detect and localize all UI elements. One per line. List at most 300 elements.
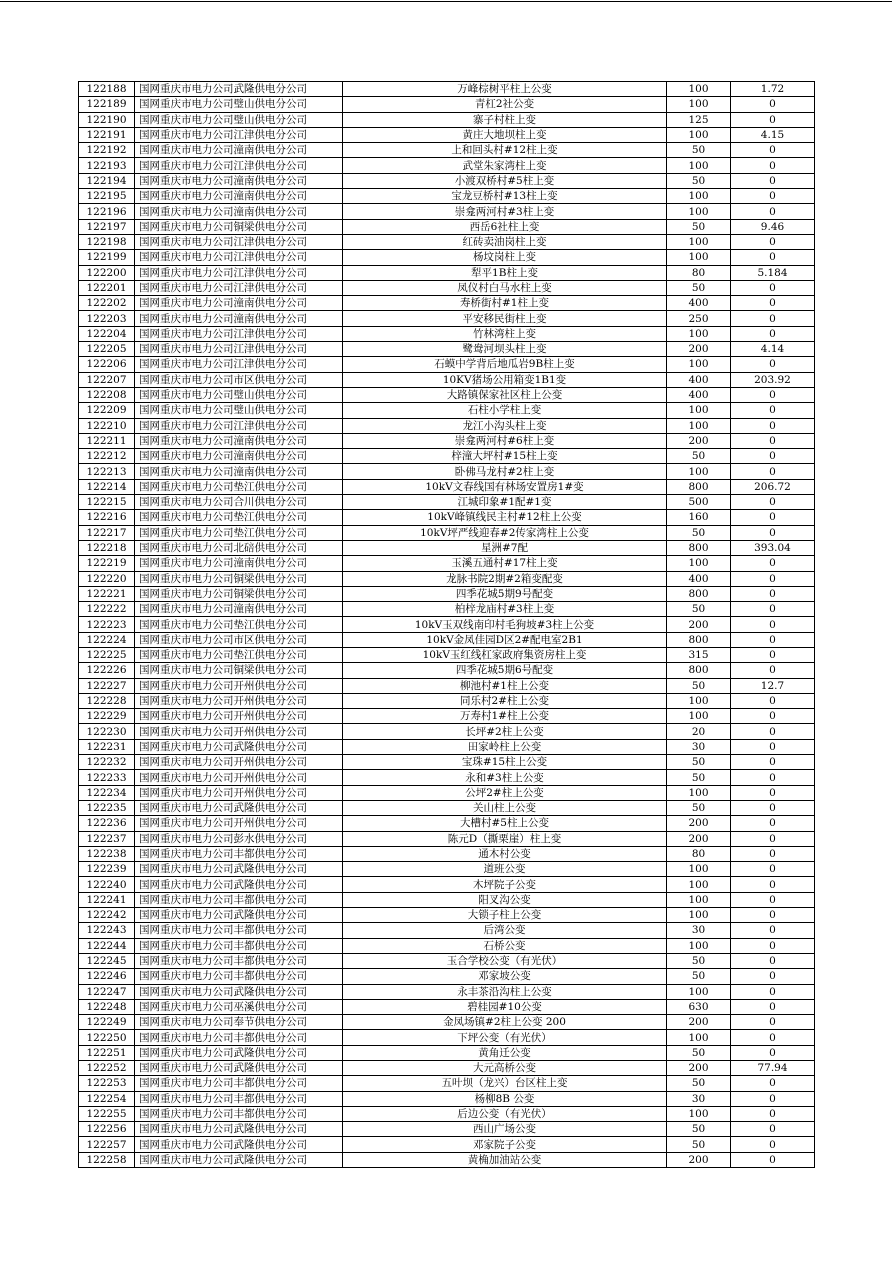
row-org: 国网重庆市电力公司武隆供电分公司	[135, 739, 343, 754]
row-value: 5.184	[731, 265, 815, 280]
row-name: 阳叉沟公变	[343, 892, 667, 907]
row-name: 犁平1B柱上变	[343, 265, 667, 280]
row-org: 国网重庆市电力公司合川供电分公司	[135, 495, 343, 510]
row-value: 0	[731, 862, 815, 877]
row-capacity: 50	[667, 1076, 731, 1091]
row-org: 国网重庆市电力公司丰都供电分公司	[135, 1076, 343, 1091]
row-id: 122221	[79, 586, 135, 601]
table-row	[79, 510, 815, 525]
row-value: 0	[731, 1045, 815, 1060]
row-id: 122213	[79, 464, 135, 479]
row-capacity: 500	[667, 495, 731, 510]
table-row	[79, 433, 815, 448]
table-row	[79, 326, 815, 341]
row-org: 国网重庆市电力公司丰都供电分公司	[135, 1030, 343, 1045]
row-capacity: 50	[667, 280, 731, 295]
row-id: 122236	[79, 816, 135, 831]
row-value: 0	[731, 770, 815, 785]
row-value: 0	[731, 663, 815, 678]
row-org: 国网重庆市电力公司武隆供电分公司	[135, 1122, 343, 1137]
row-value: 0	[731, 1030, 815, 1045]
row-org: 国网重庆市电力公司开州供电分公司	[135, 678, 343, 693]
row-value: 0	[731, 831, 815, 846]
row-value: 0	[731, 525, 815, 540]
row-value: 0	[731, 326, 815, 341]
table-row	[79, 1076, 815, 1091]
row-org: 国网重庆市电力公司江津供电分公司	[135, 342, 343, 357]
row-id: 122206	[79, 357, 135, 372]
row-org: 国网重庆市电力公司开州供电分公司	[135, 693, 343, 708]
row-name: 杨柳8B 公变	[343, 1091, 667, 1106]
row-org: 国网重庆市电力公司江津供电分公司	[135, 234, 343, 249]
table-row	[79, 1030, 815, 1045]
row-id: 122202	[79, 296, 135, 311]
row-org: 国网重庆市电力公司铜梁供电分公司	[135, 663, 343, 678]
row-capacity: 100	[667, 127, 731, 142]
row-org: 国网重庆市电力公司丰都供电分公司	[135, 938, 343, 953]
table-row	[79, 143, 815, 158]
row-org: 国网重庆市电力公司江津供电分公司	[135, 127, 343, 142]
row-capacity: 400	[667, 387, 731, 402]
row-org: 国网重庆市电力公司江津供电分公司	[135, 418, 343, 433]
row-id: 122251	[79, 1045, 135, 1060]
row-name: 五叶坝（龙兴）台区柱上变	[343, 1076, 667, 1091]
row-name: 龙脉书院2期#2箱变配变	[343, 571, 667, 586]
row-value: 0	[731, 280, 815, 295]
row-name: 上和回头村#12柱上变	[343, 143, 667, 158]
row-value: 12.7	[731, 678, 815, 693]
table-row	[79, 158, 815, 173]
row-org: 国网重庆市电力公司市区供电分公司	[135, 372, 343, 387]
table-row	[79, 387, 815, 402]
row-org: 国网重庆市电力公司丰都供电分公司	[135, 1106, 343, 1121]
row-value: 0	[731, 923, 815, 938]
row-value: 0	[731, 877, 815, 892]
row-id: 122225	[79, 647, 135, 662]
row-value: 0	[731, 204, 815, 219]
row-name: 大槽村#5柱上公变	[343, 816, 667, 831]
table-row	[79, 311, 815, 326]
row-name: 碧桂园#10公变	[343, 999, 667, 1014]
row-id: 122246	[79, 969, 135, 984]
row-capacity: 100	[667, 204, 731, 219]
row-name: 下坪公变（有光伏）	[343, 1030, 667, 1045]
row-id: 122255	[79, 1106, 135, 1121]
row-capacity: 50	[667, 525, 731, 540]
row-id: 122231	[79, 739, 135, 754]
row-capacity: 200	[667, 1061, 731, 1076]
row-org: 国网重庆市电力公司潼南供电分公司	[135, 189, 343, 204]
row-id: 122200	[79, 265, 135, 280]
row-value: 206.72	[731, 479, 815, 494]
row-capacity: 250	[667, 311, 731, 326]
row-value: 0	[731, 464, 815, 479]
row-org: 国网重庆市电力公司铜梁供电分公司	[135, 571, 343, 586]
table-row	[79, 800, 815, 815]
row-value: 0	[731, 969, 815, 984]
row-name: 石蟆中学背后地瓜岩9B柱上变	[343, 357, 667, 372]
row-org: 国网重庆市电力公司江津供电分公司	[135, 326, 343, 341]
row-org: 国网重庆市电力公司潼南供电分公司	[135, 602, 343, 617]
table-row	[79, 372, 815, 387]
row-name: 鹭鸯河坝头柱上变	[343, 342, 667, 357]
table-row	[79, 1137, 815, 1152]
table-row	[79, 556, 815, 571]
row-id: 122234	[79, 785, 135, 800]
row-capacity: 50	[667, 1045, 731, 1060]
row-id: 122191	[79, 127, 135, 142]
row-capacity: 400	[667, 296, 731, 311]
row-name: 10kV文春线国有林场安置房1#变	[343, 479, 667, 494]
row-name: 红砖卖油岗柱上变	[343, 234, 667, 249]
row-id: 122208	[79, 387, 135, 402]
row-capacity: 160	[667, 510, 731, 525]
row-value: 0	[731, 846, 815, 861]
row-capacity: 30	[667, 1091, 731, 1106]
row-capacity: 100	[667, 862, 731, 877]
row-name: 关山柱上公变	[343, 800, 667, 815]
row-id: 122244	[79, 938, 135, 953]
row-value: 0	[731, 296, 815, 311]
table-row	[79, 1061, 815, 1076]
transformer-table	[78, 81, 815, 1168]
row-id: 122247	[79, 984, 135, 999]
row-name: 10kV玉双线南印村毛狗坡#3柱上公变	[343, 617, 667, 632]
row-id: 122256	[79, 1122, 135, 1137]
row-value: 0	[731, 1122, 815, 1137]
row-name: 10kV峰镇线民主村#12柱上公变	[343, 510, 667, 525]
row-id: 122229	[79, 709, 135, 724]
table-row	[79, 663, 815, 678]
row-org: 国网重庆市电力公司璧山供电分公司	[135, 403, 343, 418]
row-id: 122252	[79, 1061, 135, 1076]
table-row	[79, 586, 815, 601]
table-row	[79, 418, 815, 433]
row-id: 122190	[79, 112, 135, 127]
table-row	[79, 755, 815, 770]
row-value: 0	[731, 953, 815, 968]
row-org: 国网重庆市电力公司开州供电分公司	[135, 724, 343, 739]
row-name: 龙江小沟头柱上变	[343, 418, 667, 433]
row-capacity: 100	[667, 189, 731, 204]
row-org: 国网重庆市电力公司铜梁供电分公司	[135, 219, 343, 234]
row-name: 石桥公变	[343, 938, 667, 953]
row-org: 国网重庆市电力公司丰都供电分公司	[135, 846, 343, 861]
row-capacity: 50	[667, 969, 731, 984]
row-org: 国网重庆市电力公司垫江供电分公司	[135, 647, 343, 662]
row-org: 国网重庆市电力公司潼南供电分公司	[135, 296, 343, 311]
table-row	[79, 1122, 815, 1137]
row-capacity: 400	[667, 372, 731, 387]
row-name: 星洲#7配	[343, 540, 667, 555]
row-value: 0	[731, 908, 815, 923]
row-id: 122216	[79, 510, 135, 525]
row-name: 凤仪村白马水柱上变	[343, 280, 667, 295]
row-id: 122241	[79, 892, 135, 907]
row-name: 通木村公变	[343, 846, 667, 861]
row-value: 0	[731, 143, 815, 158]
table-row	[79, 1106, 815, 1121]
table-body	[79, 82, 815, 1168]
row-org: 国网重庆市电力公司垫江供电分公司	[135, 510, 343, 525]
row-org: 国网重庆市电力公司铜梁供电分公司	[135, 586, 343, 601]
row-capacity: 100	[667, 1106, 731, 1121]
row-capacity: 100	[667, 250, 731, 265]
row-org: 国网重庆市电力公司丰都供电分公司	[135, 953, 343, 968]
row-capacity: 315	[667, 647, 731, 662]
table-row	[79, 785, 815, 800]
row-id: 122215	[79, 495, 135, 510]
table-row	[79, 571, 815, 586]
row-name: 崇龛两河村#6柱上变	[343, 433, 667, 448]
row-org: 国网重庆市电力公司巫溪供电分公司	[135, 999, 343, 1014]
row-name: 卧佛马龙村#2柱上变	[343, 464, 667, 479]
row-org: 国网重庆市电力公司垫江供电分公司	[135, 525, 343, 540]
row-name: 邓家坡公变	[343, 969, 667, 984]
table-row	[79, 495, 815, 510]
row-id: 122238	[79, 846, 135, 861]
row-name: 10KV猪场公用箱变1B1变	[343, 372, 667, 387]
row-value: 0	[731, 785, 815, 800]
row-value: 0	[731, 1152, 815, 1167]
row-capacity: 20	[667, 724, 731, 739]
row-capacity: 100	[667, 1030, 731, 1045]
row-org: 国网重庆市电力公司潼南供电分公司	[135, 173, 343, 188]
row-id: 122201	[79, 280, 135, 295]
row-id: 122232	[79, 755, 135, 770]
table-row	[79, 923, 815, 938]
row-name: 永和#3柱上公变	[343, 770, 667, 785]
row-name: 梓潼大坪村#15柱上变	[343, 449, 667, 464]
row-name: 宝珠#15柱上公变	[343, 755, 667, 770]
row-value: 0	[731, 510, 815, 525]
row-value: 0	[731, 984, 815, 999]
row-value: 0	[731, 1076, 815, 1091]
row-value: 0	[731, 1015, 815, 1030]
row-value: 0	[731, 158, 815, 173]
row-org: 国网重庆市电力公司武隆供电分公司	[135, 1061, 343, 1076]
row-capacity: 100	[667, 357, 731, 372]
row-capacity: 50	[667, 219, 731, 234]
row-id: 122220	[79, 571, 135, 586]
table-row	[79, 602, 815, 617]
row-id: 122258	[79, 1152, 135, 1167]
row-name: 柏梓龙庙村#3柱上变	[343, 602, 667, 617]
row-id: 122194	[79, 173, 135, 188]
table-row	[79, 525, 815, 540]
row-capacity: 80	[667, 265, 731, 280]
row-id: 122245	[79, 953, 135, 968]
row-org: 国网重庆市电力公司武隆供电分公司	[135, 862, 343, 877]
row-id: 122249	[79, 1015, 135, 1030]
row-org: 国网重庆市电力公司开州供电分公司	[135, 770, 343, 785]
row-value: 9.46	[731, 219, 815, 234]
row-capacity: 50	[667, 1137, 731, 1152]
table-row	[79, 1045, 815, 1060]
row-capacity: 50	[667, 449, 731, 464]
table-row	[79, 647, 815, 662]
row-name: 大元高桥公变	[343, 1061, 667, 1076]
row-capacity: 800	[667, 540, 731, 555]
table-row	[79, 1091, 815, 1106]
row-capacity: 100	[667, 908, 731, 923]
row-value: 0	[731, 1106, 815, 1121]
row-value: 1.72	[731, 82, 815, 97]
row-name: 黄庄大地坝柱上变	[343, 127, 667, 142]
row-name: 大锁子柱上公变	[343, 908, 667, 923]
table-row	[79, 709, 815, 724]
row-capacity: 100	[667, 82, 731, 97]
row-name: 后湾公变	[343, 923, 667, 938]
row-value: 0	[731, 433, 815, 448]
row-id: 122196	[79, 204, 135, 219]
row-capacity: 200	[667, 831, 731, 846]
row-org: 国网重庆市电力公司江津供电分公司	[135, 280, 343, 295]
row-capacity: 800	[667, 632, 731, 647]
table-row	[79, 189, 815, 204]
table-row	[79, 357, 815, 372]
row-id: 122207	[79, 372, 135, 387]
row-name: 金凤场镇#2柱上公变 200	[343, 1015, 667, 1030]
row-id: 122205	[79, 342, 135, 357]
row-value: 0	[731, 250, 815, 265]
row-capacity: 100	[667, 234, 731, 249]
table-row	[79, 969, 815, 984]
row-value: 0	[731, 724, 815, 739]
row-org: 国网重庆市电力公司璧山供电分公司	[135, 97, 343, 112]
row-id: 122192	[79, 143, 135, 158]
row-id: 122240	[79, 877, 135, 892]
row-name: 10kV金凤佳园D区2#配电室2B1	[343, 632, 667, 647]
row-org: 国网重庆市电力公司璧山供电分公司	[135, 112, 343, 127]
row-value: 77.94	[731, 1061, 815, 1076]
row-name: 大路镇保家社区柱上公变	[343, 387, 667, 402]
row-id: 122242	[79, 908, 135, 923]
row-name: 万寿村1#柱上公变	[343, 709, 667, 724]
row-capacity: 50	[667, 755, 731, 770]
row-capacity: 50	[667, 770, 731, 785]
row-capacity: 200	[667, 1152, 731, 1167]
row-value: 0	[731, 800, 815, 815]
row-org: 国网重庆市电力公司北碚供电分公司	[135, 540, 343, 555]
row-org: 国网重庆市电力公司垫江供电分公司	[135, 479, 343, 494]
row-id: 122203	[79, 311, 135, 326]
row-capacity: 200	[667, 433, 731, 448]
row-org: 国网重庆市电力公司武隆供电分公司	[135, 908, 343, 923]
row-value: 0	[731, 647, 815, 662]
row-name: 西岳6社柱上变	[343, 219, 667, 234]
table-row	[79, 1152, 815, 1167]
row-value: 0	[731, 602, 815, 617]
table-row	[79, 831, 815, 846]
row-name: 永丰茶沿沟柱上公变	[343, 984, 667, 999]
row-value: 0	[731, 189, 815, 204]
row-name: 崇龛两河村#3柱上变	[343, 204, 667, 219]
row-name: 寨子村柱上变	[343, 112, 667, 127]
row-value: 393.04	[731, 540, 815, 555]
table-row	[79, 127, 815, 142]
table-row	[79, 724, 815, 739]
row-value: 0	[731, 97, 815, 112]
row-capacity: 800	[667, 479, 731, 494]
row-org: 国网重庆市电力公司潼南供电分公司	[135, 556, 343, 571]
table-row	[79, 403, 815, 418]
row-name: 四季花城5期6号配变	[343, 663, 667, 678]
row-org: 国网重庆市电力公司开州供电分公司	[135, 755, 343, 770]
row-name: 公坪2#柱上公变	[343, 785, 667, 800]
row-org: 国网重庆市电力公司丰都供电分公司	[135, 1091, 343, 1106]
row-org: 国网重庆市电力公司武隆供电分公司	[135, 877, 343, 892]
row-id: 122193	[79, 158, 135, 173]
row-id: 122243	[79, 923, 135, 938]
row-name: 黄角迁公变	[343, 1045, 667, 1060]
row-capacity: 125	[667, 112, 731, 127]
row-id: 122230	[79, 724, 135, 739]
row-capacity: 200	[667, 816, 731, 831]
row-name: 田家岭柱上公变	[343, 739, 667, 754]
row-name: 木坪院子公变	[343, 877, 667, 892]
table-row	[79, 1015, 815, 1030]
row-org: 国网重庆市电力公司江津供电分公司	[135, 250, 343, 265]
row-id: 122222	[79, 602, 135, 617]
row-value: 0	[731, 311, 815, 326]
table-row	[79, 82, 815, 97]
row-name: 武堂朱家湾柱上变	[343, 158, 667, 173]
row-org: 国网重庆市电力公司奉节供电分公司	[135, 1015, 343, 1030]
row-id: 122223	[79, 617, 135, 632]
row-name: 黄桷加油站公变	[343, 1152, 667, 1167]
row-org: 国网重庆市电力公司江津供电分公司	[135, 357, 343, 372]
row-org: 国网重庆市电力公司丰都供电分公司	[135, 892, 343, 907]
row-org: 国网重庆市电力公司潼南供电分公司	[135, 464, 343, 479]
table-row	[79, 173, 815, 188]
row-id: 122212	[79, 449, 135, 464]
row-capacity: 100	[667, 326, 731, 341]
table-row	[79, 112, 815, 127]
row-value: 0	[731, 999, 815, 1014]
row-name: 柳池村#1柱上公变	[343, 678, 667, 693]
row-org: 国网重庆市电力公司丰都供电分公司	[135, 923, 343, 938]
top-rule	[0, 1, 892, 2]
row-value: 0	[731, 571, 815, 586]
row-name: 四季花城5期9号配变	[343, 586, 667, 601]
row-capacity: 800	[667, 663, 731, 678]
row-value: 0	[731, 387, 815, 402]
row-value: 0	[731, 234, 815, 249]
row-id: 122226	[79, 663, 135, 678]
row-name: 青杠2社公变	[343, 97, 667, 112]
row-id: 122248	[79, 999, 135, 1014]
row-id: 122209	[79, 403, 135, 418]
row-name: 石柱小学柱上变	[343, 403, 667, 418]
row-org: 国网重庆市电力公司潼南供电分公司	[135, 449, 343, 464]
row-id: 122189	[79, 97, 135, 112]
row-capacity: 100	[667, 403, 731, 418]
row-name: 陈元D（撕栗崖）柱上变	[343, 831, 667, 846]
row-value: 0	[731, 816, 815, 831]
row-org: 国网重庆市电力公司武隆供电分公司	[135, 1137, 343, 1152]
table-row	[79, 617, 815, 632]
row-capacity: 400	[667, 571, 731, 586]
table-row	[79, 296, 815, 311]
row-capacity: 30	[667, 923, 731, 938]
row-capacity: 80	[667, 846, 731, 861]
row-name: 小渡双桥村#5柱上变	[343, 173, 667, 188]
table-row	[79, 204, 815, 219]
table-row	[79, 877, 815, 892]
row-name: 同乐村2#柱上公变	[343, 693, 667, 708]
row-capacity: 100	[667, 892, 731, 907]
